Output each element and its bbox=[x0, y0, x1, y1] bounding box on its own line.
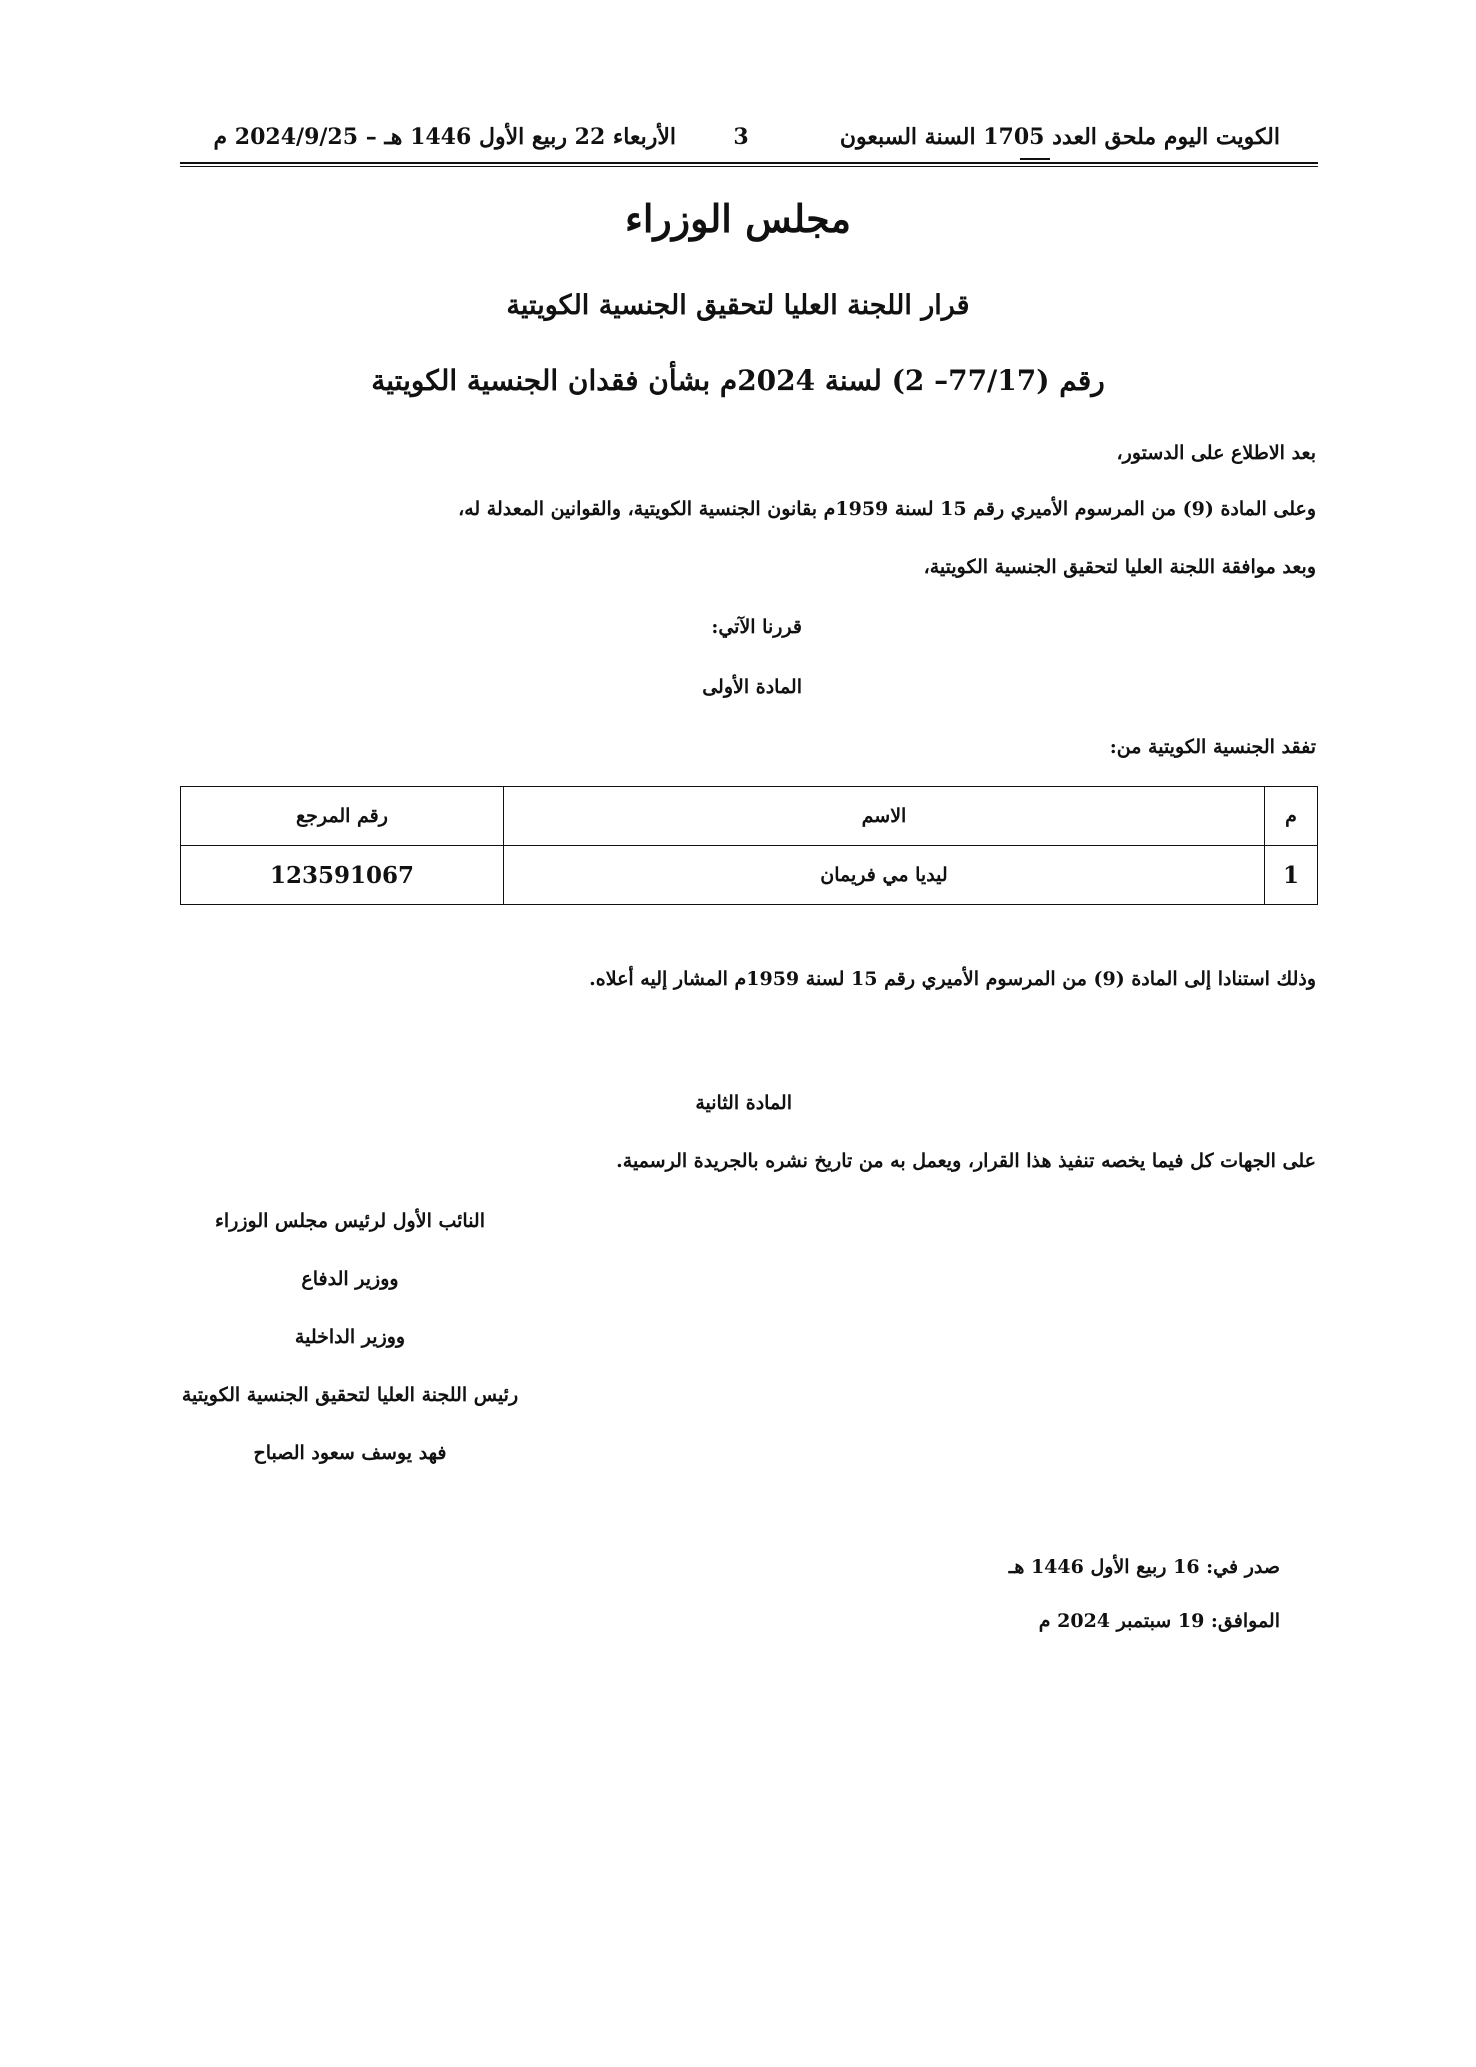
signature-title: النائب الأول لرئيس مجلس الوزراء bbox=[214, 1210, 485, 1232]
header-rule-mark bbox=[1020, 158, 1050, 160]
article-2-text: على الجهات كل فيما يخصه تنفيذ هذا القرار، ويعمل به من تاريخ نشره بالجريدة الرسمية. bbox=[616, 1150, 1316, 1172]
page-number: 3 bbox=[733, 124, 749, 150]
cell-num: 1 bbox=[1265, 846, 1318, 905]
decision-number: رقم (77/17– 2) لسنة 2024م بشأن فقدان الجنسية الكويتية bbox=[371, 364, 1105, 397]
preamble-line: وعلى المادة (9) من المرسوم الأميري رقم 15 لسنة 1959م بقانون الجنسية الكويتية، والقوانين المعدلة له، bbox=[458, 498, 1316, 520]
page-title: مجلس الوزراء bbox=[624, 196, 852, 241]
table-row bbox=[181, 846, 1318, 905]
gazette-issue: الكويت اليوم ملحق العدد 1705 السنة السبعون bbox=[839, 124, 1280, 150]
persons-table bbox=[180, 786, 1318, 905]
signature-title: ووزير الداخلية bbox=[294, 1326, 406, 1348]
col-header-ref: رقم المرجع bbox=[181, 787, 504, 846]
header-rule bbox=[180, 162, 1318, 164]
signature-title: رئيس اللجنة العليا لتحقيق الجنسية الكويتية bbox=[181, 1384, 519, 1406]
signatory-name: فهد يوسف سعود الصباح bbox=[253, 1442, 447, 1464]
preamble-line: بعد الاطلاع على الدستور، bbox=[1116, 442, 1316, 464]
cell-name: ليديا مي فريمان bbox=[504, 846, 1265, 905]
cell-ref: 123591067 bbox=[181, 846, 504, 905]
col-header-num: م bbox=[1265, 787, 1318, 846]
issued-hijri: صدر في: 16 ربيع الأول 1446 هـ bbox=[1008, 1556, 1280, 1578]
article-1-basis: وذلك استنادا إلى المادة (9) من المرسوم الأميري رقم 15 لسنة 1959م المشار إليه أعلاه. bbox=[589, 968, 1316, 990]
signature-title: ووزير الدفاع bbox=[301, 1268, 399, 1290]
col-header-name: الاسم bbox=[504, 787, 1265, 846]
table-header-row bbox=[181, 787, 1318, 846]
issue-date: الأربعاء 22 ربيع الأول 1446 هـ – 2024/9/25 م bbox=[213, 124, 676, 150]
decided-heading: قررنا الآتي: bbox=[711, 616, 802, 638]
preamble-line: وبعد موافقة اللجنة العليا لتحقيق الجنسية الكويتية، bbox=[923, 556, 1316, 578]
article-1-heading: المادة الأولى bbox=[702, 676, 802, 698]
issued-gregorian: الموافق: 19 سبتمبر 2024 م bbox=[1038, 1610, 1280, 1632]
article-2-heading: المادة الثانية bbox=[695, 1092, 792, 1114]
decision-title: قرار اللجنة العليا لتحقيق الجنسية الكويتية bbox=[506, 290, 970, 321]
header-rule-thin bbox=[180, 166, 1318, 167]
article-1-intro: تفقد الجنسية الكويتية من: bbox=[1109, 736, 1316, 758]
